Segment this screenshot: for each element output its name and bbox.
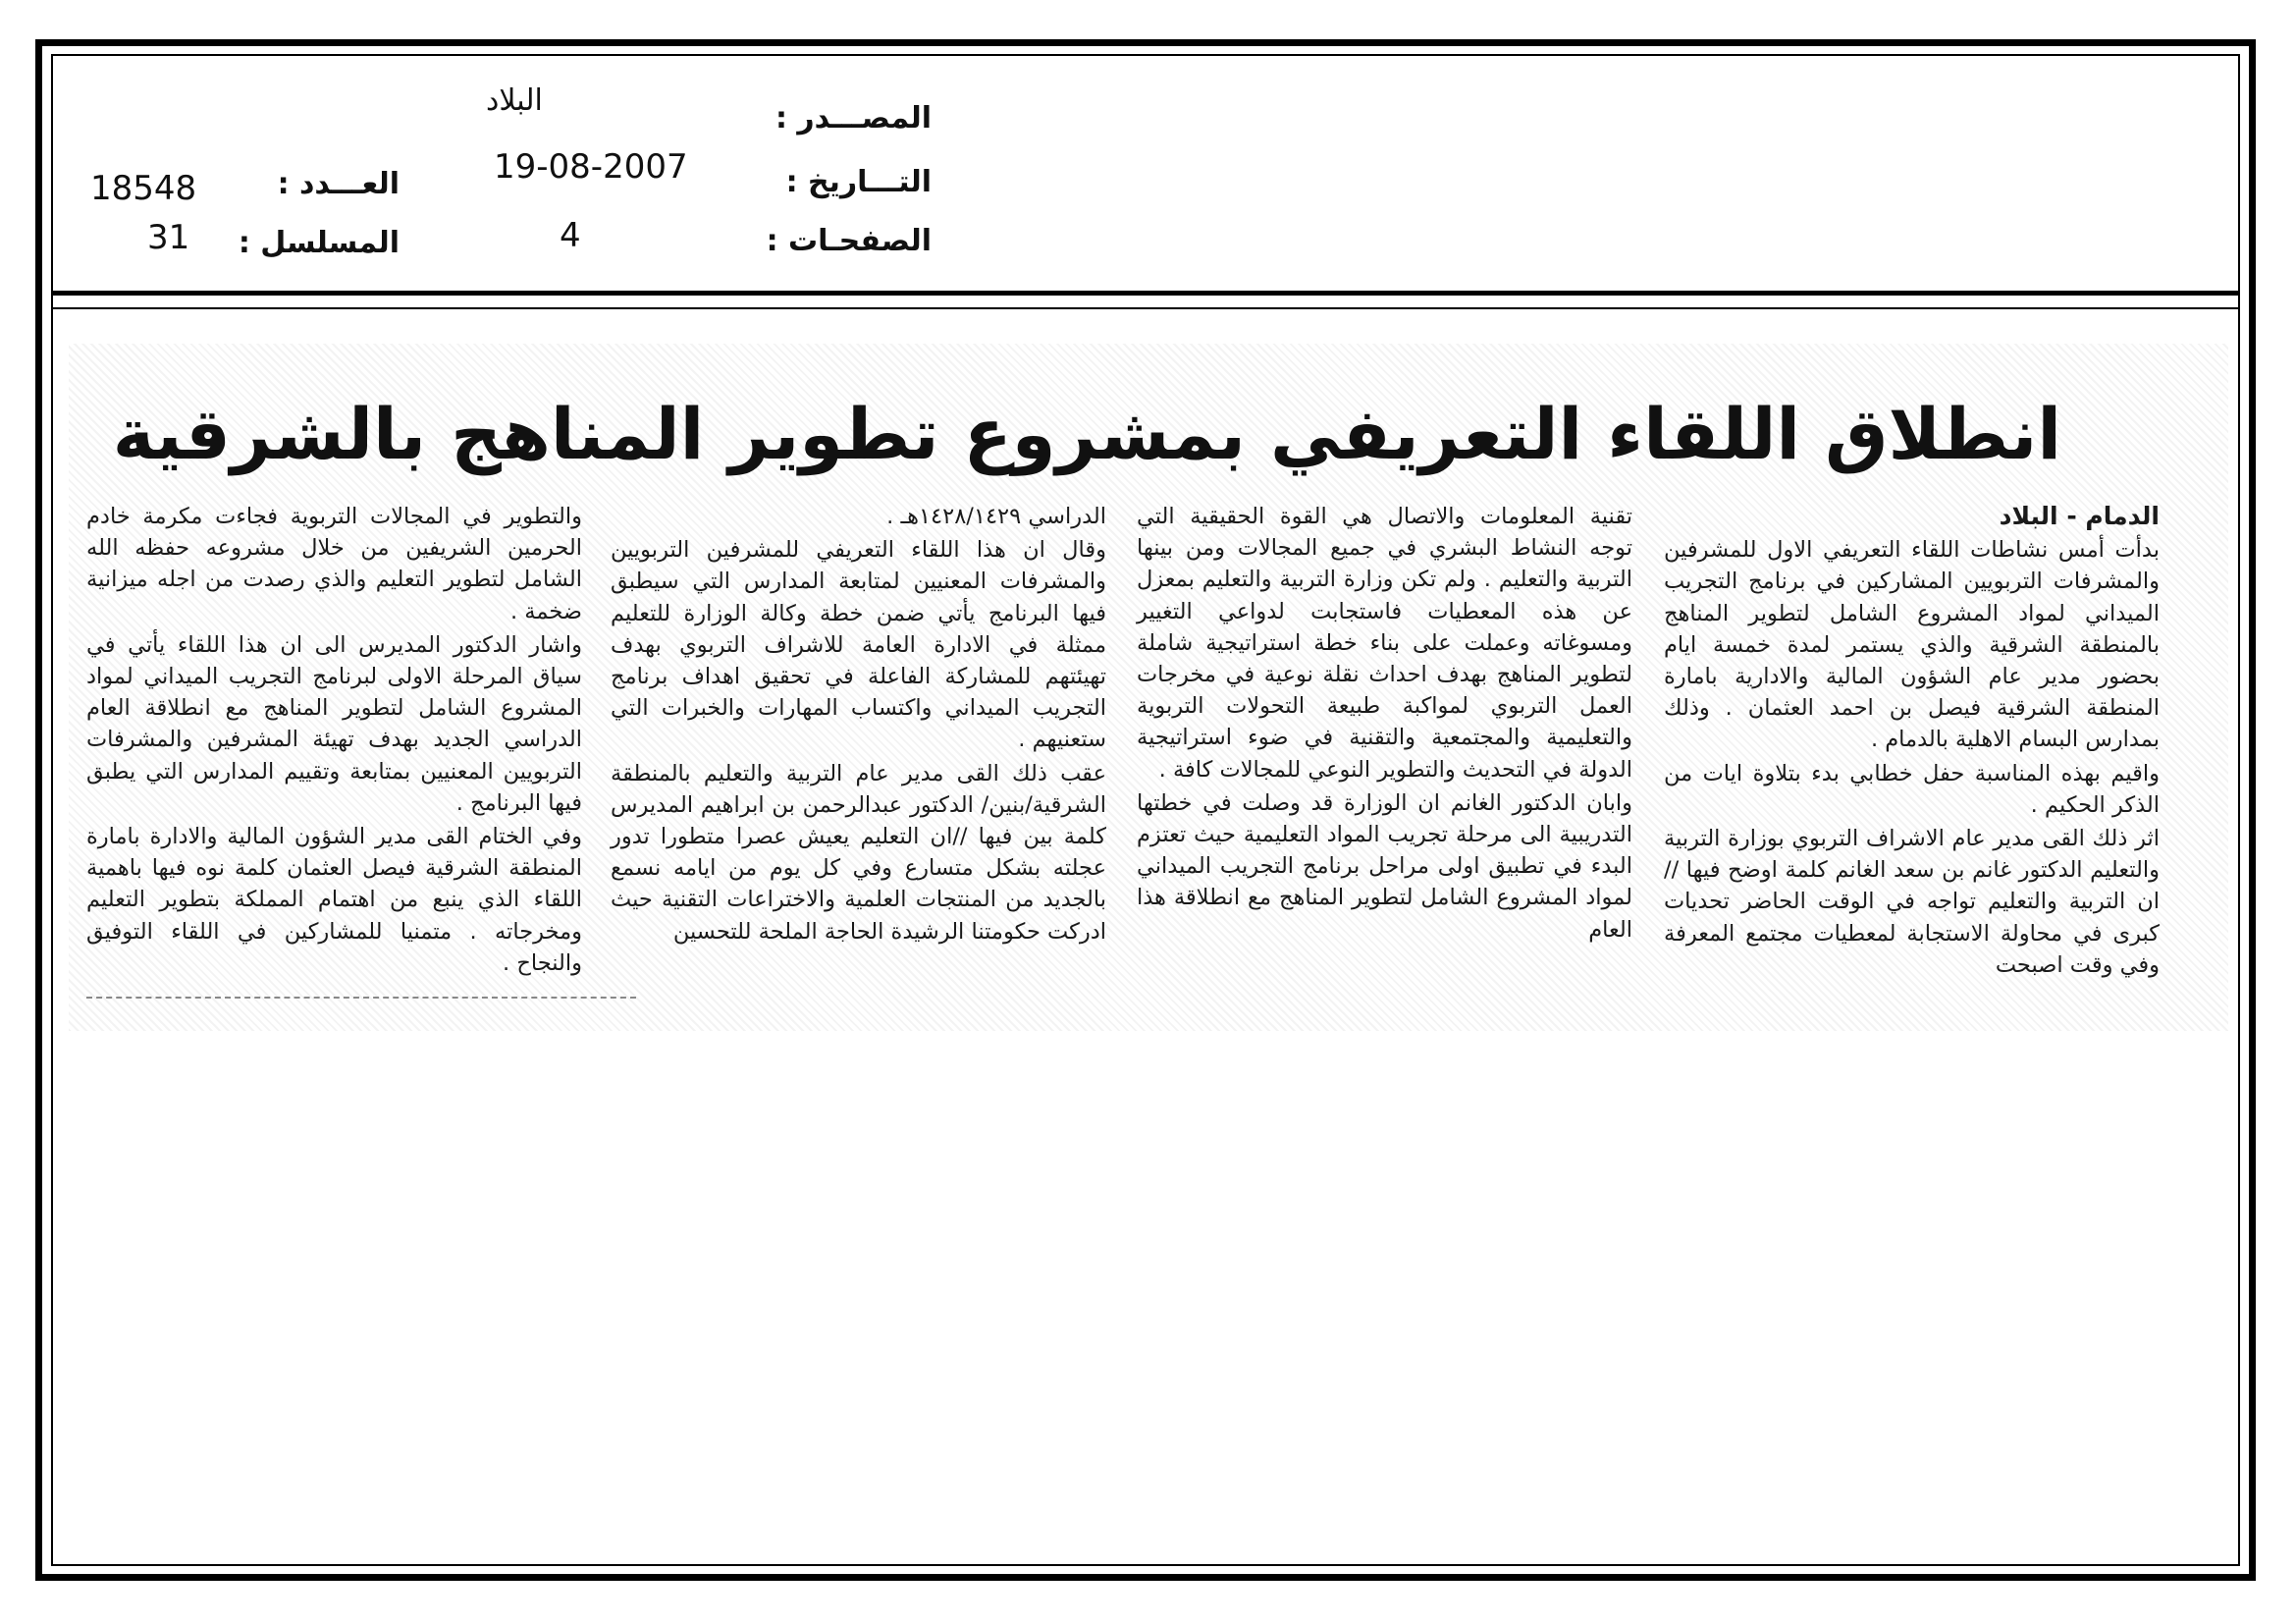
paragraph: وابان الدكتور الغانم ان الوزارة قد وصلت في خطتها التدريبية الى مرحلة تجريب المواد التعليمية حيث تعتزم البدء في تطبيق اولى مراحل برنامج التجريب الميداني لمواد المشروع الشامل لتطوير المناهج مع انطلاقة هذا العام (1137, 789, 1632, 943)
article-column-4 (86, 501, 582, 981)
paragraph: وقال ان هذا اللقاء التعريفي للمشرفين التربويين والمشرفات المعنيين لمتابعة المدارس التي سيطبق فيها البرنامج يأتي ضمن خطة وكالة الوزارة للتعليم ممثلة في الادارة العامة للاشراف التربوي بهدف تهيئتهم للمشاركة الفاعلة في تحقيق اهداف برنامج التجريب الميداني واكتساب المهارات والخبرات التي ستعنيهم . (611, 537, 1106, 753)
source-label: المصـــدر : (774, 101, 932, 135)
issue-label: العـــدد : (277, 167, 400, 201)
pages-value: 4 (560, 216, 581, 255)
source-value: البلاد (486, 83, 543, 118)
article-column-1 (1664, 501, 2160, 983)
pages-label: الصفحـات : (766, 224, 932, 258)
paragraph: عقب ذلك القى مدير عام التربية والتعليم بالمنطقة الشرقية/بنين/ الدكتور عبدالرحمن بن ابراهيم المديرس كلمة بين فيها //ان التعليم يعيش عصرا متطورا تدور عجلته بشكل متسارع وفي كل يوم من ايامه نسمع بالجديد من المنتجات العلمية والاختراعات التقنية حيث ادركت حكومتنا الرشيدة الحاجة الملحة للتحسين (611, 760, 1106, 945)
serial-label: المسلسل : (238, 226, 400, 260)
header-divider-thin (51, 307, 2240, 309)
paragraph: الدراسي ١٤٢٨/١٤٢٩هـ . (886, 504, 1106, 529)
header-divider (51, 291, 2240, 296)
article-column-2 (1137, 501, 1632, 947)
paragraph: واقيم بهذه المناسبة حفل خطابي بدء بتلاوة ايات من الذكر الحكيم . (1664, 760, 2160, 818)
article-headline: انطلاق اللقاء التعريفي بمشروع تطوير المناهج بالشرقية (112, 393, 2061, 475)
paragraph: اثر ذلك القى مدير عام الاشراف التربوي بوزارة التربية والتعليم الدكتور غانم بن سعد الغانم كلمة اوضح فيها //ان التربية والتعليم تواجه في الوقت الحاضر تحديات كبرى في محاولة الاستجابة لمعطيات مجتمع المعرفة وفي وقت اصبحت (1664, 826, 2160, 978)
paragraph: والتطوير في المجالات التربوية فجاءت مكرمة خادم الحرمين الشريفين من خلال مشروعه حفظه الله الشامل لتطوير التعليم والذي رصدت من اجله ميزانية ضخمة . (86, 504, 582, 624)
article-column-3 (611, 501, 1106, 949)
paragraph: واشار الدكتور المديرس الى ان هذا اللقاء يأتي في سياق المرحلة الاولى لبرنامج التجريب الميداني لمواد المشروع الشامل لتطوير المناهج مع انطلاقة العام الدراسي الجديد بهدف تهيئة المشرفين والمشرفات التربويين المعنيين بمتابعة وتقييم المدارس التي يطبق فيها البرنامج . (86, 631, 582, 816)
paragraph: تقنية المعلومات والاتصال هي القوة الحقيقية التي توجه النشاط البشري في جميع المجالات ومن بينها التربية والتعليم . ولم تكن وزارة التربية والتعليم بمعزل عن هذه المعطيات فاستجابت لدواعي التغيير ومسوغاته وعملت على بناء خطة استراتيجية شاملة لتطوير المناهج بهدف احداث نقلة نوعية في مخرجات العمل التربوي لمواكبة طبيعة التحولات التربوية والتعليمية والمجتمعية والتقنية في ضوء استراتيجية الدولة في التحديث والتطوير النوعي للمجالات كافة . (1137, 504, 1632, 783)
article-byline: الدمام - البلاد (1999, 502, 2160, 530)
paragraph: بدأت أمس نشاطات اللقاء التعريفي الاول للمشرفين والمشرفات التربويين المشاركين في برنامج التجريب الميداني لمواد المشروع الشامل لتطوير المناهج بالمنطقة الشرقية والذي يستمر لمدة خمسة ايام بحضور مدير عام الشؤون المالية والادارية بامارة المنطقة الشرقية فيصل بن احمد العثمان . وذلك بمدارس البسام الاهلية بالدمام . (1664, 537, 2160, 753)
serial-value: 31 (147, 218, 190, 257)
date-value: 19-08-2007 (494, 147, 688, 187)
clipping-edge (86, 997, 636, 999)
paragraph: وفي الختام القى مدير الشؤون المالية والادارة بامارة المنطقة الشرقية فيصل العثمان كلمة نوه فيها باهمية اللقاء الذي ينبع من اهتمام المملكة بتطوير التعليم ومخرجاته . متمنيا للمشاركين في اللقاء التوفيق والنجاح . (86, 824, 582, 976)
date-label: التـــاريخ : (785, 165, 932, 199)
issue-value: 18548 (90, 169, 197, 208)
